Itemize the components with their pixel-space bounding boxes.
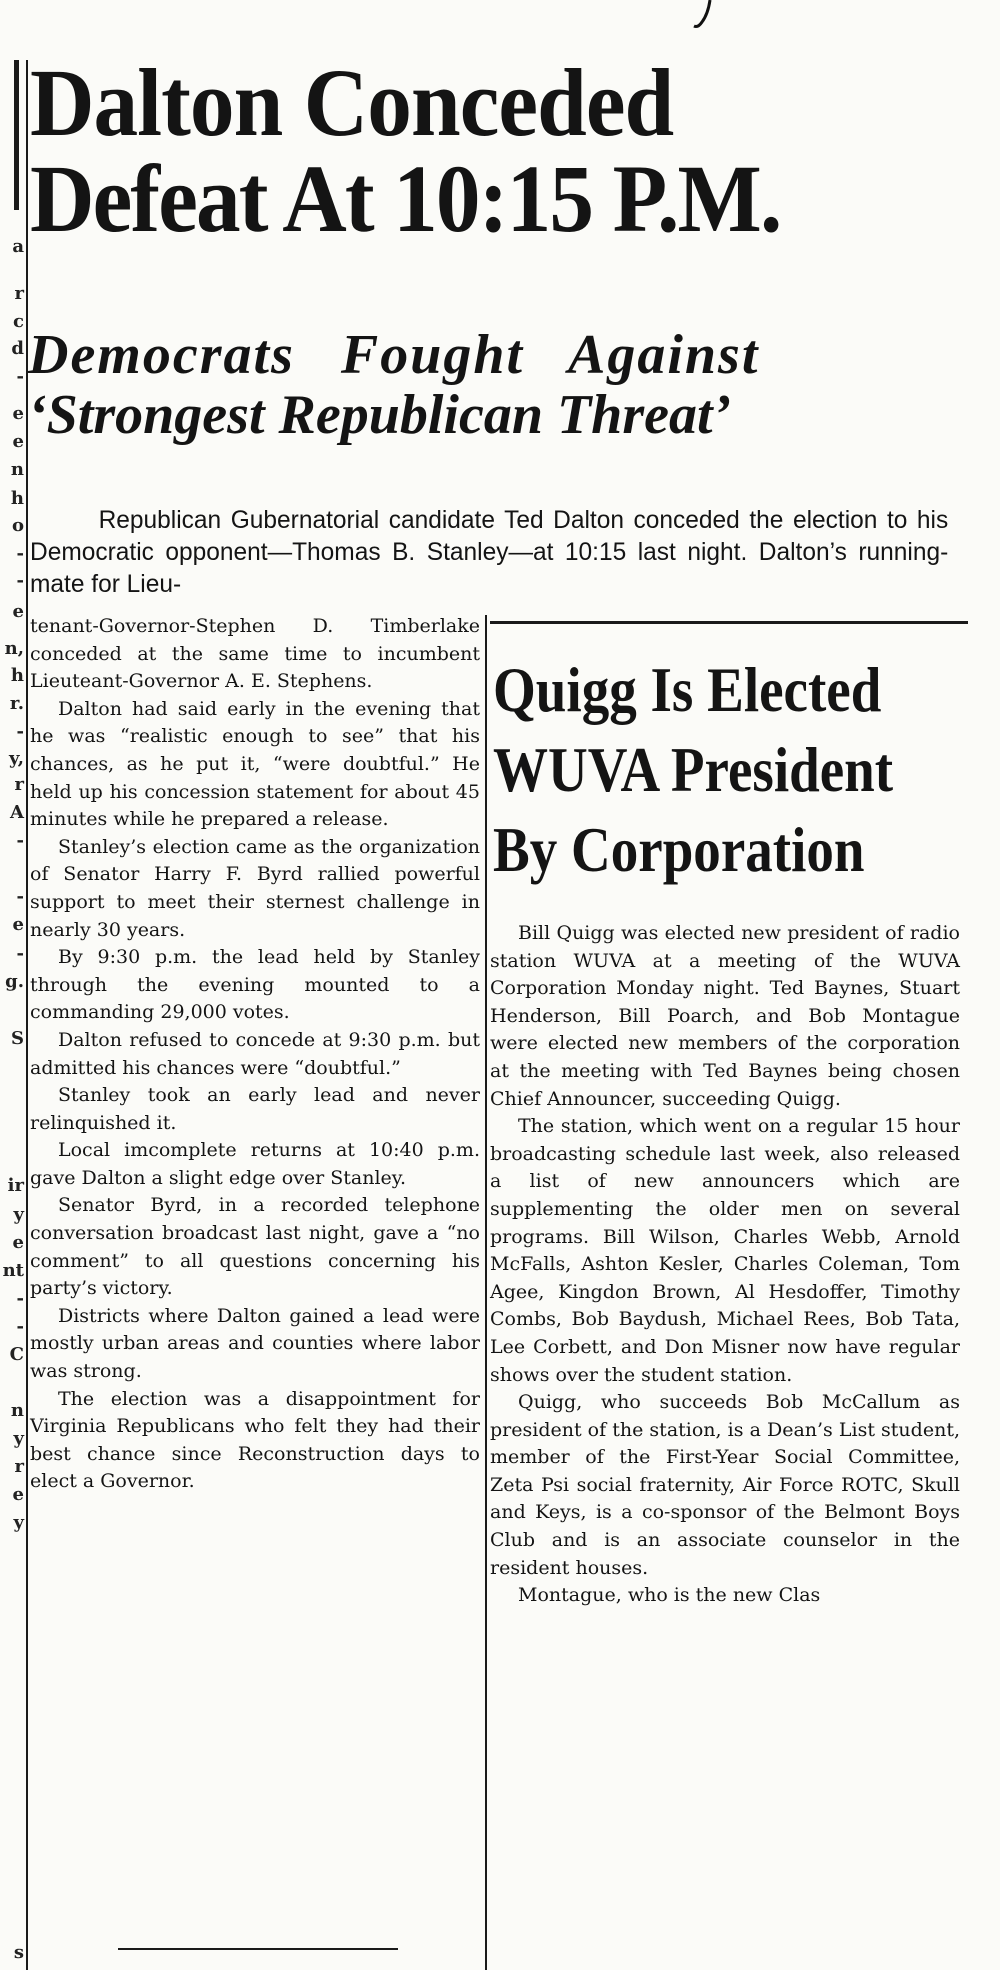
second-story-headline bbox=[493, 650, 906, 890]
margin-fragment: - bbox=[16, 1288, 24, 1309]
story-paragraph: Quigg, who succeeds Bob McCallum as president of the station, is a Dean’s List student, member of the First-Year Social Committee, Zeta Psi social fraternity, Air Force ROTC, Skull and Keys, is a co-sponsor of the Belmont Boys Club and is an associate counselor in the resident houses. bbox=[490, 1391, 960, 1579]
margin-fragment: e bbox=[12, 1484, 24, 1505]
story-paragraph: Stanley took an early lead and never relinquished it. bbox=[30, 1084, 480, 1134]
story-paragraph: Bill Quigg was elected new president of radio station WUVA at a meeting of the WUVA Corporation Monday night. Ted Baynes, Stuart Henderson, Bill Poarch, and Bob Montague were elected new members of the corporation at the meeting with Ted Baynes being chosen Chief Announcer, succeeding Quigg. bbox=[490, 922, 960, 1110]
margin-fragment: d bbox=[11, 338, 24, 359]
margin-fragment: n bbox=[10, 459, 24, 480]
second-headline-line-3: By Corporation bbox=[493, 814, 865, 885]
main-story-column bbox=[30, 613, 480, 1496]
pen-mark-icon bbox=[680, 0, 720, 32]
margin-fragment: - bbox=[16, 570, 24, 591]
story-paragraph: By 9:30 p.m. the lead held by Stanley through the evening mounted to a commanding 29,000 votes. bbox=[30, 946, 480, 1024]
margin-fragment: r bbox=[14, 774, 24, 795]
previous-column-fragments bbox=[0, 0, 26, 1970]
margin-fragment: nt bbox=[2, 1260, 24, 1281]
margin-fragment: h bbox=[10, 665, 24, 686]
story-paragraph: tenant-Governor-Stephen D. Timberlake conceded at the same time to incumbent Lieuteant-Governor A. E. Stephens. bbox=[30, 615, 480, 693]
second-headline-line-2: WUVA President bbox=[493, 734, 894, 805]
margin-fragment: e bbox=[12, 431, 24, 452]
headline-line-2: Defeat At 10:15 P.M. bbox=[30, 145, 781, 252]
story-paragraph: Montague, who is the new Clas bbox=[518, 1584, 821, 1607]
margin-fragment: C bbox=[9, 1344, 24, 1365]
story-paragraph: The election was a disappointment for Virginia Republicans who felt they had their best chance since Reconstruction days to elect a Governor. bbox=[30, 1387, 480, 1493]
margin-fragment: g. bbox=[5, 971, 24, 992]
margin-fragment: e bbox=[12, 403, 24, 424]
story-paragraph: Dalton had said early in the evening that he was “realistic enough to see” that his chances, as he put it, “were doubtful.” He held up his concession statement for about 45 minutes while he prepared a release. bbox=[30, 697, 480, 831]
margin-fragment: - bbox=[16, 886, 24, 907]
story-paragraph: The station, which went on a regular 15 hour broadcasting schedule last week, also released a list of new announcers which are supplementing the older men on several programs. Bill Wilson, Charles Webb, Arnold McFalls, Ashton Kesler, Charles Coleman, Tom Agee, Kingdon Brown, Al Hesdoffer, Timothy Combs, Bob Baydush, Michael Rees, Bob Tata, Lee Corbett, and Don Misner now have regular shows over the student station. bbox=[490, 1115, 960, 1386]
margin-fragment: ir bbox=[7, 1175, 24, 1196]
lede-text: Republican Gubernatorial candidate Ted Dalton conceded the election to his Democratic opponent—Thomas B. Stanley—at 10:15 last night. Dalton’s running-mate for Lieu- bbox=[30, 506, 949, 598]
story-paragraph: Senator Byrd, in a recorded telephone conversation broadcast last night, gave a “no comment” to all questions concerning his party’s victory. bbox=[30, 1194, 480, 1300]
margin-fragment: e bbox=[12, 914, 24, 935]
sub-headline-deck bbox=[28, 325, 998, 445]
margin-fragment: r. bbox=[9, 693, 24, 714]
headline-line-1: Dalton Conceded bbox=[30, 49, 674, 156]
margin-fragment: c bbox=[13, 311, 24, 332]
story-paragraph: Local imcomplete returns at 10:40 p.m. gave Dalton a slight edge over Stanley. bbox=[30, 1139, 480, 1189]
second-story-top-rule bbox=[490, 621, 968, 624]
margin-fragment: r bbox=[14, 1456, 24, 1477]
margin-fragment: y, bbox=[8, 748, 24, 769]
margin-fragment: y bbox=[13, 1204, 24, 1225]
margin-fragment: n, bbox=[4, 638, 24, 659]
margin-fragment: n bbox=[10, 1400, 24, 1421]
second-story-column bbox=[490, 920, 960, 1610]
left-thick-rule bbox=[14, 60, 19, 210]
lede-paragraph bbox=[30, 504, 948, 600]
margin-fragment: - bbox=[16, 943, 24, 964]
margin-fragment: h bbox=[10, 488, 24, 509]
margin-fragment: y bbox=[13, 1512, 24, 1533]
story-paragraph: Stanley’s election came as the organization of Senator Harry F. Byrd rallied powerful support to meet their sternest challenge in nearly 30 years. bbox=[30, 835, 480, 941]
margin-fragment: - bbox=[16, 830, 24, 851]
story-paragraph: Dalton refused to concede at 9:30 p.m. but admitted his chances were “doubtful.” bbox=[30, 1028, 480, 1079]
margin-fragment: a bbox=[12, 236, 24, 257]
second-headline-line-1: Quigg Is Elected bbox=[493, 654, 882, 725]
margin-fragment: r bbox=[14, 283, 24, 304]
margin-fragment: s bbox=[13, 1942, 24, 1963]
margin-fragment: - bbox=[16, 721, 24, 742]
margin-fragment: S bbox=[11, 1028, 24, 1049]
story-paragraph: Districts where Dalton gained a lead were mostly urban areas and counties where labor was strong. bbox=[30, 1304, 480, 1383]
margin-fragment: e bbox=[12, 601, 24, 622]
margin-fragment: - bbox=[16, 366, 24, 387]
deck-line-1: Democrats Fought Against bbox=[28, 324, 760, 386]
main-headline bbox=[30, 49, 923, 252]
margin-fragment: - bbox=[16, 1316, 24, 1337]
margin-fragment: o bbox=[11, 515, 24, 536]
end-of-story-rule bbox=[118, 1948, 398, 1950]
margin-fragment: e bbox=[12, 1232, 24, 1253]
center-column-rule bbox=[485, 615, 487, 1970]
deck-line-2: ‘Strongest Republican Threat’ bbox=[28, 384, 732, 446]
margin-fragment: - bbox=[16, 543, 24, 564]
margin-fragment: A bbox=[10, 802, 24, 823]
margin-fragment: y bbox=[13, 1428, 24, 1449]
